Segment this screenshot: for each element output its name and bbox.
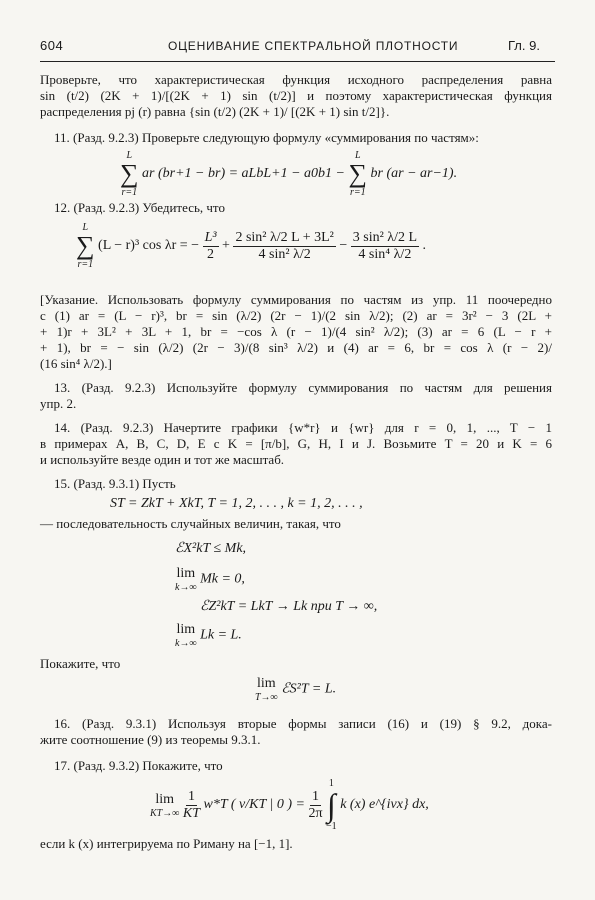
exercise-17-formula: lim KT→∞ $\frac{1}{KT}$ w*T ( v/KT | 0 ) = $\frac{1}{2\pi}$ 1 ∫ −1 k (x) e^{ivx} dx,	[150, 778, 429, 832]
exercise-15-show: Покажите, что	[40, 656, 121, 671]
chapter-number: Гл. 9.	[508, 38, 540, 53]
condition-2: lim k→∞ Mk = 0,	[175, 566, 245, 593]
intro-line-2: sin (t/2) (2K + 1)/[(2K + 1) sin (t/2)] и поэтому характеристическая функция	[40, 88, 552, 103]
exercise-15-result: lim T→∞ ℰS²T = L.	[255, 676, 337, 703]
exercise-15-sequence: ST = ZkT + XkT, T = 1, 2, . . . , k = 1, 2, . . . ,	[110, 496, 363, 511]
hint-line-3: + 1)r + 3L² + 3L + 1, br = −cos λ (r − 1)/(4 sin² λ/2); (3) ar = 6 (L − r +	[40, 324, 552, 339]
exercise-15-line-1: 15. (Разд. 9.3.1) Пусть	[54, 476, 176, 491]
exercise-16-line-1: 16. (Разд. 9.3.1) Используя вторые формы записи (16) и (19) § 9.2, дока-	[54, 716, 552, 731]
exercise-12-text: 12. (Разд. 9.2.3) Убедитесь, что	[54, 200, 225, 215]
exercise-14-line-1: 14. (Разд. 9.2.3) Начертите графики {w*r} и {wr} для r = 0, 1, ..., T − 1	[54, 420, 552, 435]
page-number: 604	[40, 38, 64, 53]
exercise-14-line-3: и используйте везде один и тот же масштаб.	[40, 452, 285, 467]
exercise-17-condition: если k (x) интегрируема по Риману на [−1, 1].	[40, 836, 293, 851]
exercise-17-line-1: 17. (Разд. 9.3.2) Покажите, что	[54, 758, 223, 773]
intro-line-3: распределения pj (r) равна {sin (t/2) (2K + 1)/ [(2K + 1) sin t/2]}.	[40, 104, 390, 119]
exercise-13-line-1: 13. (Разд. 9.2.3) Используйте формулу суммирования по частям для решения	[54, 380, 552, 395]
intro-line-1: Проверьте, что характеристическая функция исходного распределения равна	[40, 72, 552, 87]
exercise-12-formula: L ∑ r=1 (L − r)³ cos λr = − $\frac{\text{L³}}{2}$ + $\frac{\text{2 sin² λ/2 L + 3L²}}{\text{4 sin² λ/2}}$ − $\frac{\text{3 sin² λ/2 L}}{\text{4 sin⁴ λ/2}}$ .	[76, 222, 427, 270]
running-header	[0, 38, 595, 58]
exercise-14-line-2: в примерах A, B, C, D, E с K = [π/b], G, H, I и J. Возьмите T = 20 и K = 6	[40, 436, 552, 451]
exercise-13-line-2: упр. 2.	[40, 396, 77, 411]
exercise-15-line-2: — последовательность случайных величин, такая, что	[40, 516, 341, 531]
exercise-11-formula: L ∑ r=1 ar (br+1 − br) = aLbL+1 − a0b1 − L ∑ r=1 br (ar − ar−1).	[120, 150, 458, 198]
hint-line-1: [Указание. Использовать формулу суммирования по частям из упр. 11 поочередно	[40, 292, 552, 307]
chapter-title: ОЦЕНИВАНИЕ СПЕКТРАЛЬНОЙ ПЛОТНОСТИ	[168, 39, 459, 53]
condition-3: ℰZ²kT = LkT → Lk при T → ∞,	[200, 599, 378, 614]
exercise-16-line-2: жите соотношение (9) из теоремы 9.3.1.	[40, 732, 261, 747]
hint-line-4: + 1), br = − sin (λ/2) (2r − 3)/(8 sin³ λ/2) и (4) ar = 6, br = cos λ (r − 2)/	[40, 340, 552, 355]
hint-line-5: (16 sin⁴ λ/2).]	[40, 356, 112, 371]
condition-4: lim k→∞ Lk = L.	[175, 622, 242, 649]
condition-1: ℰX²kT ≤ Mk,	[175, 541, 247, 556]
hint-line-2: с (1) ar = (L − r)³, br = sin (λ/2) (2r − 1)/(2 sin λ/2); (2) ar = 3r² − 3 (2L +	[40, 308, 552, 323]
exercise-11-text: 11. (Разд. 9.2.3) Проверьте следующую формулу «суммирования по частям»:	[54, 130, 479, 145]
header-rule	[40, 61, 555, 62]
